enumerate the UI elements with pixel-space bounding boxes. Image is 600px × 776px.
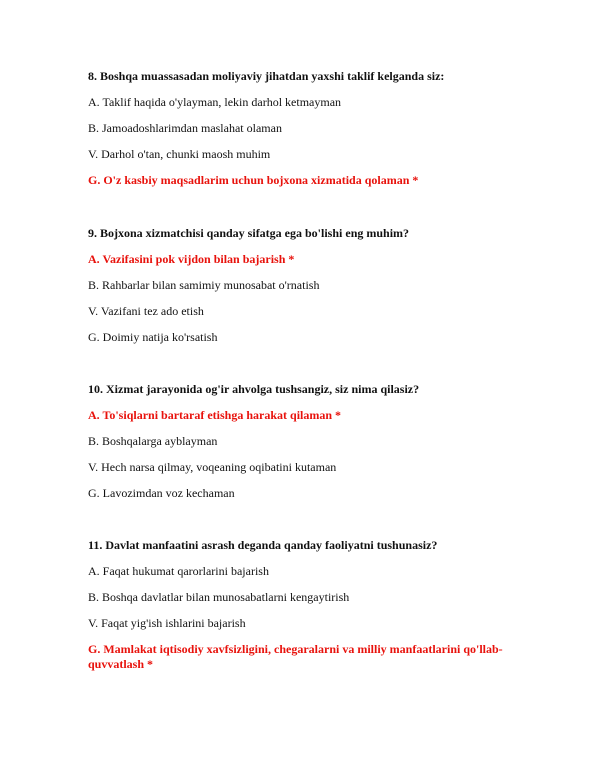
option-b: B. Boshqa davlatlar bilan munosabatlarni kengaytirish bbox=[88, 590, 350, 604]
option-g-correct: G. O'z kasbiy maqsadlarim uchun bojxona xizmatida qolaman * bbox=[88, 173, 419, 187]
question-title: 11. Davlat manfaatini asrash deganda qanday faoliyatni tushunasiz? bbox=[88, 538, 438, 552]
question-10 bbox=[88, 382, 518, 512]
option-g: G. Lavozimdan voz kechaman bbox=[88, 486, 235, 500]
question-title: 8. Boshqa muassasadan moliyaviy jihatdan yaxshi taklif kelganda siz: bbox=[88, 69, 445, 83]
question-title: 10. Xizmat jarayonida og'ir ahvolga tushsangiz, siz nima qilasiz? bbox=[88, 382, 420, 396]
question-11 bbox=[88, 538, 518, 672]
question-8 bbox=[88, 69, 518, 199]
option-a-correct: A. Vazifasini pok vijdon bilan bajarish * bbox=[88, 252, 295, 266]
question-9 bbox=[88, 226, 518, 356]
option-a: A. Taklif haqida o'ylayman, lekin darhol ketmayman bbox=[88, 95, 342, 109]
question-title: 9. Bojxona xizmatchisi qanday sifatga ega bo'lishi eng muhim? bbox=[88, 226, 410, 240]
option-g: G. Doimiy natija ko'rsatish bbox=[88, 330, 218, 344]
option-v: V. Hech narsa qilmay, voqeaning oqibatini kutaman bbox=[88, 460, 337, 474]
option-a-correct: A. To'siqlarni bartaraf etishga harakat qilaman * bbox=[88, 408, 342, 422]
option-b: B. Rahbarlar bilan samimiy munosabat o'rnatish bbox=[88, 278, 320, 292]
option-g-correct: G. Mamlakat iqtisodiy xavfsizligini, chegaralarni va milliy manfaatlarini qo'llab-quvvatlash * bbox=[88, 642, 503, 671]
option-b: B. Jamoadoshlarimdan maslahat olaman bbox=[88, 121, 282, 135]
option-b: B. Boshqalarga ayblayman bbox=[88, 434, 218, 448]
option-v: V. Faqat yig'ish ishlarini bajarish bbox=[88, 616, 246, 630]
option-v: V. Vazifani tez ado etish bbox=[88, 304, 204, 318]
option-v: V. Darhol o'tan, chunki maosh muhim bbox=[88, 147, 271, 161]
option-a: A. Faqat hukumat qarorlarini bajarish bbox=[88, 564, 269, 578]
